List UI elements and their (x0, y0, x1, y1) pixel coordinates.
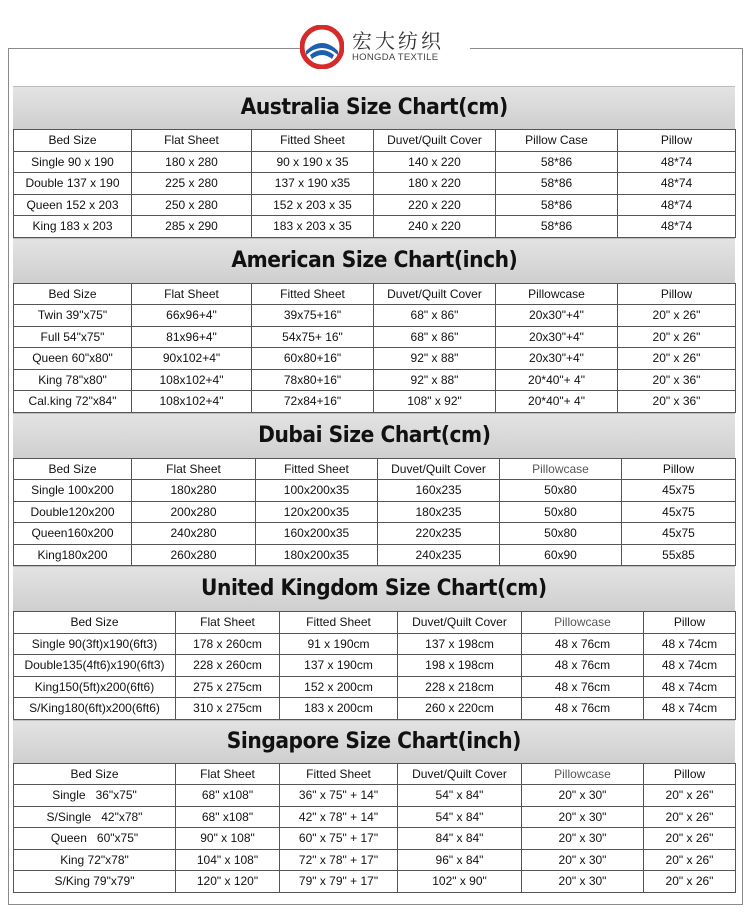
table-cell: 180x235 (378, 501, 500, 523)
chart-title-text: Singapore Size Chart(inch) (226, 728, 522, 754)
table-row (14, 785, 736, 807)
table-row (14, 806, 736, 828)
column-header: Pillowcase (522, 612, 644, 634)
table-cell: 68" x108" (176, 785, 280, 807)
chart-title (13, 238, 735, 283)
table-cell: 228 x 218cm (398, 676, 522, 698)
table-cell: 260x280 (132, 544, 256, 566)
table-cell: 39x75+16" (252, 305, 374, 327)
table-cell: 50x80 (500, 523, 622, 545)
table-cell: 120x200x35 (256, 501, 378, 523)
table-cell: 20" x 26" (644, 806, 736, 828)
table-cell: 91 x 190cm (280, 633, 398, 655)
table-header-row (14, 283, 736, 305)
table-cell: King150(5ft)x200(6ft6) (14, 676, 176, 698)
table-cell: 48 x 76cm (522, 698, 644, 720)
table-cell: 79" x 79" + 17" (280, 871, 398, 893)
table-cell: 20" x 30" (522, 849, 644, 871)
column-header: Pillowcase (496, 283, 618, 305)
table-cell: Double 137 x 190 (14, 173, 132, 195)
table-cell: 20" x 36" (618, 369, 736, 391)
table-cell: 178 x 260cm (176, 633, 280, 655)
table-cell: 55x85 (622, 544, 736, 566)
column-header: Pillow (618, 130, 736, 152)
table-cell: King 72"x78" (14, 849, 176, 871)
column-header: Bed Size (14, 763, 176, 785)
chart-title (13, 566, 735, 611)
table-cell: 20x30"+4" (496, 348, 618, 370)
table-row (14, 501, 736, 523)
table-row (14, 194, 736, 216)
table-cell: 68" x 86" (374, 326, 496, 348)
table-row (14, 698, 736, 720)
column-header: Pillow (622, 458, 736, 480)
table-cell: 20" x 30" (522, 871, 644, 893)
table-cell: 45x75 (622, 523, 736, 545)
table-row (14, 326, 736, 348)
table-cell: Double135(4ft6)x190(6ft3) (14, 655, 176, 677)
table-cell: Queen 152 x 203 (14, 194, 132, 216)
table-cell: 100x200x35 (256, 480, 378, 502)
table-cell: 240x280 (132, 523, 256, 545)
table-header-row (14, 130, 736, 152)
table-cell: 285 x 290 (132, 216, 252, 238)
table-row (14, 676, 736, 698)
table-cell: 20" x 26" (644, 828, 736, 850)
table-cell: 48 x 76cm (522, 655, 644, 677)
table-cell: 54x75+ 16" (252, 326, 374, 348)
table-cell: 275 x 275cm (176, 676, 280, 698)
table-cell: King 183 x 203 (14, 216, 132, 238)
table-cell: 137 x 190 x35 (252, 173, 374, 195)
table-cell: 20" x 30" (522, 785, 644, 807)
table-cell: 108" x 92" (374, 391, 496, 413)
table-row (14, 849, 736, 871)
table-cell: 50x80 (500, 501, 622, 523)
column-header: Duvet/Quilt Cover (378, 458, 500, 480)
table-cell: 96" x 84" (398, 849, 522, 871)
chart-title-text: Dubai Size Chart(cm) (257, 422, 491, 448)
table-cell: 58*86 (496, 151, 618, 173)
table-cell: 104" x 108" (176, 849, 280, 871)
column-header: Pillow (644, 612, 736, 634)
table-cell: 48 x 74cm (644, 676, 736, 698)
frame-top-rule (470, 48, 742, 49)
table-cell: 20x30"+4" (496, 305, 618, 327)
column-header: Pillow (644, 763, 736, 785)
table-cell: 72" x 78" + 17" (280, 849, 398, 871)
table-cell: 200x280 (132, 501, 256, 523)
table-row (14, 655, 736, 677)
table-cell: 102" x 90" (398, 871, 522, 893)
column-header: Duvet/Quilt Cover (374, 283, 496, 305)
column-header: Fitted Sheet (252, 283, 374, 305)
table-cell: S/King180(6ft)x200(6ft6) (14, 698, 176, 720)
size-table (13, 763, 736, 893)
table-row (14, 480, 736, 502)
table-cell: 50x80 (500, 480, 622, 502)
dubai-size-chart (13, 413, 735, 567)
column-header: Fitted Sheet (280, 763, 398, 785)
table-cell: 48 x 74cm (644, 655, 736, 677)
table-cell: 137 x 198cm (398, 633, 522, 655)
column-header: Bed Size (14, 458, 132, 480)
column-header: Bed Size (14, 612, 176, 634)
column-header: Pillow (618, 283, 736, 305)
table-cell: 183 x 203 x 35 (252, 216, 374, 238)
table-cell: Full 54"x75" (14, 326, 132, 348)
chart-title-text: American Size Chart(inch) (231, 247, 517, 273)
table-cell: 20" x 30" (522, 828, 644, 850)
table-cell: 20" x 26" (618, 305, 736, 327)
table-cell: 20" x 26" (618, 348, 736, 370)
table-cell: Queen 60"x75" (14, 828, 176, 850)
table-cell: 220 x 220 (374, 194, 496, 216)
table-cell: 228 x 260cm (176, 655, 280, 677)
table-cell: 90" x 108" (176, 828, 280, 850)
table-cell: 225 x 280 (132, 173, 252, 195)
table-cell: King180x200 (14, 544, 132, 566)
table-cell: 48 x 74cm (644, 698, 736, 720)
table-cell: 180 x 220 (374, 173, 496, 195)
table-cell: 48*74 (618, 151, 736, 173)
table-cell: 90 x 190 x 35 (252, 151, 374, 173)
table-cell: 36" x 75" + 14" (280, 785, 398, 807)
table-cell: 45x75 (622, 480, 736, 502)
column-header: Pillow Case (496, 130, 618, 152)
table-cell: 58*86 (496, 194, 618, 216)
table-cell: 310 x 275cm (176, 698, 280, 720)
size-charts (13, 86, 735, 893)
table-cell: 92" x 88" (374, 348, 496, 370)
australia-size-chart (13, 86, 735, 238)
column-header: Flat Sheet (132, 130, 252, 152)
table-row (14, 828, 736, 850)
table-cell: 81x96+4" (132, 326, 252, 348)
size-table (13, 283, 736, 413)
table-cell: 84" x 84" (398, 828, 522, 850)
table-cell: Single 90(3ft)x190(6ft3) (14, 633, 176, 655)
table-cell: Single 100x200 (14, 480, 132, 502)
table-cell: 180x200x35 (256, 544, 378, 566)
table-row (14, 348, 736, 370)
table-header-row (14, 763, 736, 785)
table-cell: 20" x 36" (618, 391, 736, 413)
frame-top-rule (8, 48, 300, 49)
column-header: Pillowcase (522, 763, 644, 785)
table-cell: 48 x 76cm (522, 676, 644, 698)
column-header: Flat Sheet (132, 458, 256, 480)
table-cell: Cal.king 72"x84" (14, 391, 132, 413)
table-cell: 90x102+4" (132, 348, 252, 370)
table-cell: 48*74 (618, 194, 736, 216)
table-cell: 92" x 88" (374, 369, 496, 391)
column-header: Duvet/Quilt Cover (374, 130, 496, 152)
table-cell: 180x280 (132, 480, 256, 502)
table-cell: 78x80+16" (252, 369, 374, 391)
table-cell: S/Single 42"x78" (14, 806, 176, 828)
table-cell: 72x84+16" (252, 391, 374, 413)
table-cell: King 78"x80" (14, 369, 132, 391)
column-header: Fitted Sheet (256, 458, 378, 480)
table-cell: 220x235 (378, 523, 500, 545)
chart-title (13, 86, 735, 129)
table-cell: 140 x 220 (374, 151, 496, 173)
table-cell: 48 x 76cm (522, 633, 644, 655)
table-cell: 54" x 84" (398, 785, 522, 807)
table-row (14, 305, 736, 327)
column-header: Duvet/Quilt Cover (398, 763, 522, 785)
table-cell: Single 36"x75" (14, 785, 176, 807)
chart-title-text: United Kingdom Size Chart(cm) (201, 576, 547, 601)
table-cell: 240x235 (378, 544, 500, 566)
american-size-chart (13, 238, 735, 413)
table-cell: 54" x 84" (398, 806, 522, 828)
table-cell: 180 x 280 (132, 151, 252, 173)
table-row (14, 173, 736, 195)
table-cell: 108x102+4" (132, 369, 252, 391)
chart-title (13, 720, 735, 763)
table-cell: 66x96+4" (132, 305, 252, 327)
table-cell: 20" x 26" (644, 785, 736, 807)
table-cell: 20*40"+ 4" (496, 369, 618, 391)
table-cell: Single 90 x 190 (14, 151, 132, 173)
table-header-row (14, 612, 736, 634)
table-cell: 68" x108" (176, 806, 280, 828)
table-cell: 20" x 26" (644, 871, 736, 893)
table-cell: 42" x 78" + 14" (280, 806, 398, 828)
uk-size-chart (13, 566, 735, 720)
table-cell: 48 x 74cm (644, 633, 736, 655)
table-row (14, 391, 736, 413)
table-row (14, 871, 736, 893)
table-cell: 20" x 30" (522, 806, 644, 828)
table-cell: 20" x 26" (618, 326, 736, 348)
table-cell: 45x75 (622, 501, 736, 523)
table-cell: 60x80+16" (252, 348, 374, 370)
column-header: Pillowcase (500, 458, 622, 480)
column-header: Duvet/Quilt Cover (398, 612, 522, 634)
table-row (14, 544, 736, 566)
size-table (13, 611, 736, 720)
column-header: Fitted Sheet (252, 130, 374, 152)
column-header: Flat Sheet (176, 763, 280, 785)
table-cell: 198 x 198cm (398, 655, 522, 677)
column-header: Fitted Sheet (280, 612, 398, 634)
column-header: Bed Size (14, 283, 132, 305)
table-row (14, 633, 736, 655)
table-cell: 120" x 120" (176, 871, 280, 893)
singapore-size-chart (13, 720, 735, 893)
table-cell: 160x235 (378, 480, 500, 502)
column-header: Flat Sheet (132, 283, 252, 305)
table-cell: 240 x 220 (374, 216, 496, 238)
table-header-row (14, 458, 736, 480)
size-table (13, 458, 736, 567)
column-header: Flat Sheet (176, 612, 280, 634)
table-cell: S/King 79"x79" (14, 871, 176, 893)
table-cell: 48*74 (618, 216, 736, 238)
table-row (14, 216, 736, 238)
table-row (14, 369, 736, 391)
table-cell: Queen160x200 (14, 523, 132, 545)
brand-name-en: HONGDA TEXTILE (352, 52, 439, 63)
table-cell: 60x90 (500, 544, 622, 566)
table-row (14, 151, 736, 173)
table-row (14, 523, 736, 545)
table-cell: 137 x 190cm (280, 655, 398, 677)
table-cell: Double120x200 (14, 501, 132, 523)
table-cell: 260 x 220cm (398, 698, 522, 720)
table-cell: 250 x 280 (132, 194, 252, 216)
size-table (13, 129, 736, 238)
table-cell: 20x30"+4" (496, 326, 618, 348)
chart-title-text: Australia Size Chart(cm) (240, 95, 508, 120)
table-cell: 58*86 (496, 216, 618, 238)
column-header: Bed Size (14, 130, 132, 152)
table-cell: Twin 39"x75" (14, 305, 132, 327)
table-cell: 20" x 26" (644, 849, 736, 871)
table-cell: 152 x 203 x 35 (252, 194, 374, 216)
table-cell: Queen 60"x80" (14, 348, 132, 370)
table-cell: 48*74 (618, 173, 736, 195)
chart-title (13, 413, 735, 458)
table-cell: 68" x 86" (374, 305, 496, 327)
table-cell: 58*86 (496, 173, 618, 195)
table-cell: 20*40"+ 4" (496, 391, 618, 413)
brand-name-cn: 宏大纺织 (352, 29, 444, 53)
table-cell: 108x102+4" (132, 391, 252, 413)
table-cell: 152 x 200cm (280, 676, 398, 698)
table-cell: 183 x 200cm (280, 698, 398, 720)
table-cell: 60" x 75" + 17" (280, 828, 398, 850)
table-cell: 160x200x35 (256, 523, 378, 545)
